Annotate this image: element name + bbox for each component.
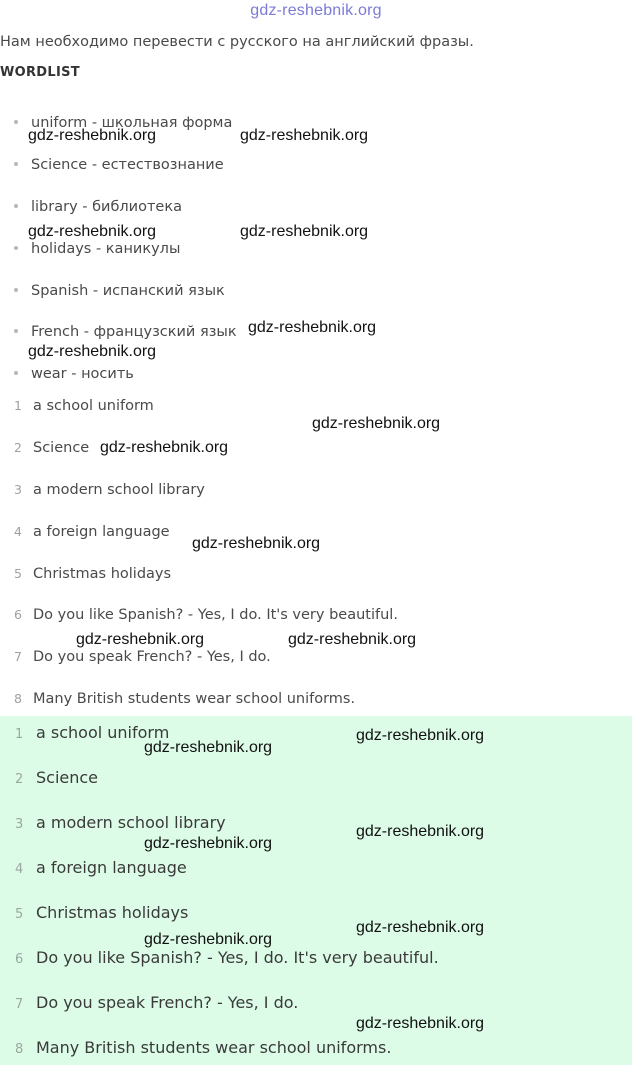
watermark: gdz-reshebnik.org <box>192 535 321 552</box>
bullet-icon <box>14 329 18 333</box>
watermark: gdz-reshebnik.org <box>240 127 369 144</box>
watermark: gdz-reshebnik.org <box>356 823 485 840</box>
watermark: gdz-reshebnik.org <box>288 631 417 648</box>
watermark: gdz-reshebnik.org <box>144 739 273 756</box>
bullet-icon <box>14 371 18 375</box>
site-title[interactable]: gdz-reshebnik.org <box>250 2 382 19</box>
watermark: gdz-reshebnik.org <box>356 919 485 936</box>
list-item: 2 Science <box>14 440 90 456</box>
watermark: gdz-reshebnik.org <box>248 319 377 336</box>
wordlist-heading: WORDLIST <box>0 65 80 80</box>
answer-item: 1 a school uniform <box>15 723 170 742</box>
list-item: 7 Do you speak French? - Yes, I do. <box>14 649 271 665</box>
wordlist-item: uniform - школьная форма <box>14 115 232 131</box>
watermark: gdz-reshebnik.org <box>144 931 273 948</box>
list-item: 6 Do you like Spanish? - Yes, I do. It's very beautiful. <box>14 607 398 623</box>
watermark: gdz-reshebnik.org <box>240 223 369 240</box>
answer-item: 8 Many British students wear school uniforms. <box>15 1038 392 1057</box>
watermark: gdz-reshebnik.org <box>28 127 157 144</box>
watermark: gdz-reshebnik.org <box>356 1015 485 1032</box>
wordlist-item: Spanish - испанский язык <box>14 283 225 299</box>
answer-item: 3 a modern school library <box>15 813 226 832</box>
answer-item: 2 Science <box>15 768 99 787</box>
bullet-icon <box>14 246 18 250</box>
list-item: 3 a modern school library <box>14 482 205 498</box>
list-item: 4 a foreign language <box>14 524 170 540</box>
wordlist-item: library - библиотека <box>14 199 182 215</box>
answer-item: 7 Do you speak French? - Yes, I do. <box>15 993 299 1012</box>
wordlist-item: Science - естествознание <box>14 157 224 173</box>
list-item: 5 Christmas holidays <box>14 566 172 582</box>
watermark: gdz-reshebnik.org <box>312 415 441 432</box>
watermark: gdz-reshebnik.org <box>144 835 273 852</box>
watermark: gdz-reshebnik.org <box>100 439 229 456</box>
bullet-icon <box>14 120 18 124</box>
watermark: gdz-reshebnik.org <box>28 223 157 240</box>
answer-item: 4 a foreign language <box>15 858 187 877</box>
bullet-icon <box>14 204 18 208</box>
answer-item: 6 Do you like Spanish? - Yes, I do. It's very beautiful. <box>15 948 439 967</box>
list-item: 1 a school uniform <box>14 398 154 414</box>
bullet-icon <box>14 162 18 166</box>
intro-text: Нам необходимо перевести с русского на английский фразы. <box>0 34 474 50</box>
watermark: gdz-reshebnik.org <box>76 631 205 648</box>
answer-item: 5 Christmas holidays <box>15 903 189 922</box>
wordlist-item: French - французский язык <box>14 324 237 340</box>
watermark: gdz-reshebnik.org <box>28 343 157 360</box>
bullet-icon <box>14 288 18 292</box>
wordlist-item: wear - носить <box>14 366 134 382</box>
watermark: gdz-reshebnik.org <box>356 727 485 744</box>
wordlist-item: holidays - каникулы <box>14 241 180 257</box>
list-item: 8 Many British students wear school uniforms. <box>14 691 356 707</box>
answer-box <box>0 716 632 1065</box>
